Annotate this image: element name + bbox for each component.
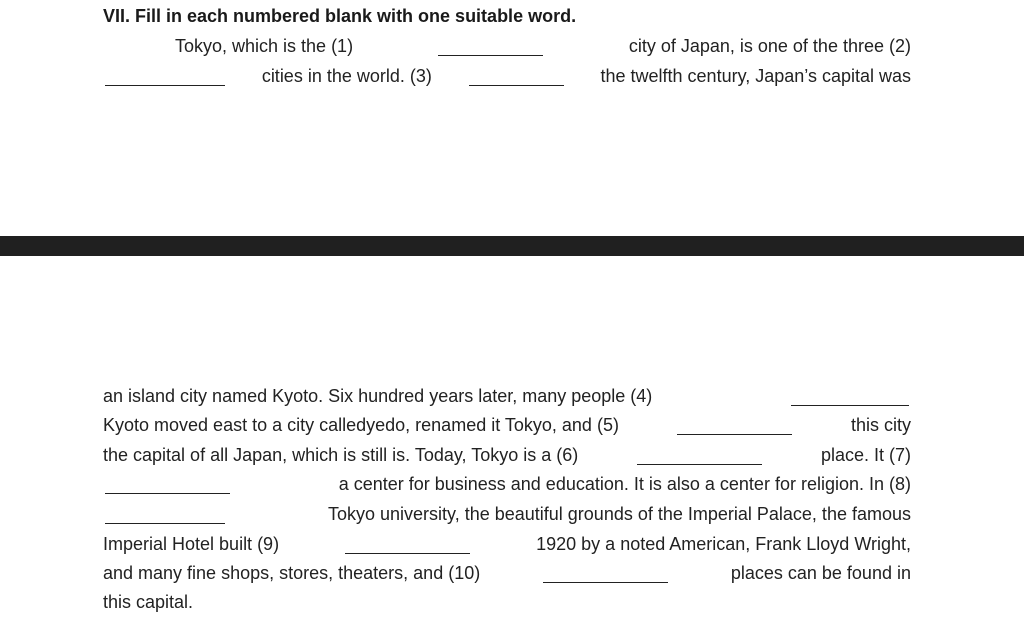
line-4-text-b: this city: [850, 414, 911, 435]
blank-5[interactable]: [677, 416, 792, 435]
blank-2[interactable]: [105, 67, 225, 86]
line-8-text-a: Imperial Hotel built (9): [103, 533, 280, 554]
line-10-text-a: this capital.: [103, 591, 194, 612]
text-line-9: [103, 559, 911, 587]
exercise-heading: VII. Fill in each numbered blank with one suitable word.: [103, 6, 577, 26]
line-1-text-b: city of Japan, is one of the three (2): [628, 35, 911, 56]
line-9-text-b: places can be found in: [730, 562, 911, 583]
line-9-text-a: and many fine shops, stores, theaters, and (10): [103, 562, 481, 583]
blank-3[interactable]: [469, 67, 564, 86]
line-4-text-a: Kyoto moved east to a city calledyedo, renamed it Tokyo, and (5): [103, 414, 619, 435]
blank-7[interactable]: [105, 475, 230, 494]
text-line-8: [103, 530, 911, 558]
dark-divider-bar: [0, 236, 1024, 256]
blank-9[interactable]: [345, 535, 470, 554]
blank-4[interactable]: [791, 387, 909, 406]
text-line-2: [103, 62, 911, 90]
text-line-1: [175, 32, 911, 60]
line-7-text-b: Tokyo university, the beautiful grounds of the Imperial Palace, the famous: [328, 503, 911, 524]
line-5-text-b: place. It (7): [820, 444, 911, 465]
blank-1[interactable]: [438, 37, 543, 56]
blank-10[interactable]: [543, 564, 668, 583]
blank-8[interactable]: [105, 505, 225, 524]
line-2-text-b: the twelfth century, Japan’s capital was: [600, 65, 911, 86]
text-line-3: [103, 382, 911, 410]
text-line-6: [103, 470, 911, 498]
text-line-5: [103, 441, 911, 469]
line-3-text-a: an island city named Kyoto. Six hundred years later, many people (4): [103, 385, 653, 406]
line-8-text-b: 1920 by a noted American, Frank Lloyd Wright,: [536, 533, 911, 554]
line-2-text-a: cities in the world. (3): [261, 65, 432, 86]
blank-6[interactable]: [637, 446, 762, 465]
line-1-text-a: Tokyo, which is the (1): [175, 35, 354, 56]
text-line-7: [103, 500, 911, 528]
line-6-text-b: a center for business and education. It is also a center for religion. In (8): [338, 473, 911, 494]
line-5-text-a: the capital of all Japan, which is still is. Today, Tokyo is a (6): [103, 444, 579, 465]
text-line-10: [103, 588, 911, 616]
text-line-4: [103, 411, 911, 439]
